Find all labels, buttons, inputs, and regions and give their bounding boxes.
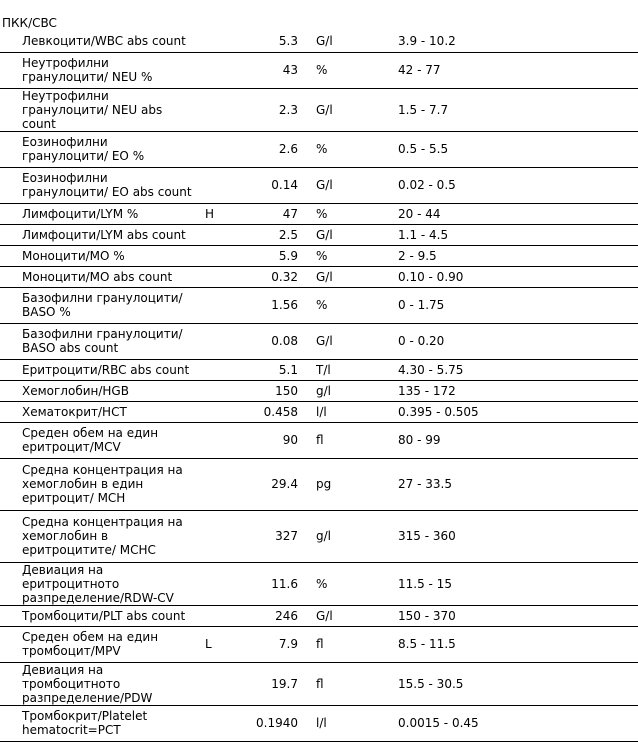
table-row: [0, 662, 638, 705]
test-name: Девиация на тромбоцитното разпределение/PDW: [0, 662, 196, 705]
table-row: [0, 705, 638, 741]
result-value: 0.458: [232, 401, 298, 422]
test-name: Средна концентрация на хемоглобин в един еритроцит/ MCH: [0, 458, 196, 510]
reference-range: 0 - 1.75: [398, 287, 638, 323]
test-name: Девиация на еритроцитното разпределение/RDW-CV: [0, 562, 196, 605]
result-value: 2.3: [232, 88, 298, 131]
result-unit: g/l: [298, 510, 398, 562]
results-table: [0, 31, 638, 742]
test-name: Лимфоцити/LYM %: [0, 203, 196, 224]
test-name: Хемоглобин/HGB: [0, 380, 196, 401]
result-unit: T/l: [298, 359, 398, 380]
abnormal-flag: [196, 510, 232, 562]
abnormal-flag: [196, 605, 232, 626]
table-row: [0, 167, 638, 203]
table-row: [0, 380, 638, 401]
abnormal-flag: [196, 287, 232, 323]
test-name: Еозинофилни гранулоцити/ EO %: [0, 131, 196, 167]
table-row: [0, 203, 638, 224]
reference-range: 42 - 77: [398, 52, 638, 88]
abnormal-flag: [196, 401, 232, 422]
table-row: [0, 510, 638, 562]
abnormal-flag: [196, 562, 232, 605]
test-name: Базофилни гранулоцити/ BASO abs count: [0, 323, 196, 359]
result-value: 5.9: [232, 245, 298, 266]
abnormal-flag: L: [196, 626, 232, 662]
abnormal-flag: [196, 131, 232, 167]
result-unit: fl: [298, 422, 398, 458]
result-value: 2.6: [232, 131, 298, 167]
result-unit: l/l: [298, 705, 398, 741]
test-name: Лимфоцити/LYM abs count: [0, 224, 196, 245]
test-name: Левкоцити/WBC abs count: [0, 31, 196, 52]
result-unit: %: [298, 52, 398, 88]
table-row: [0, 359, 638, 380]
test-name: Тромбокрит/Platelet hematocrit=PCT: [0, 705, 196, 741]
reference-range: 315 - 360: [398, 510, 638, 562]
table-row: [0, 245, 638, 266]
result-value: 150: [232, 380, 298, 401]
abnormal-flag: [196, 458, 232, 510]
reference-range: 2 - 9.5: [398, 245, 638, 266]
result-unit: G/l: [298, 323, 398, 359]
table-row: [0, 224, 638, 245]
result-value: 29.4: [232, 458, 298, 510]
test-name: Среден обем на един тромбоцит/MPV: [0, 626, 196, 662]
table-row: [0, 31, 638, 52]
abnormal-flag: [196, 224, 232, 245]
result-value: 90: [232, 422, 298, 458]
abnormal-flag: [196, 167, 232, 203]
result-value: 0.14: [232, 167, 298, 203]
result-unit: %: [298, 245, 398, 266]
abnormal-flag: [196, 705, 232, 741]
result-value: 246: [232, 605, 298, 626]
table-row: [0, 323, 638, 359]
reference-range: 27 - 33.5: [398, 458, 638, 510]
result-value: 1.56: [232, 287, 298, 323]
abnormal-flag: [196, 31, 232, 52]
abnormal-flag: [196, 88, 232, 131]
abnormal-flag: [196, 380, 232, 401]
test-name: Хематокрит/HCT: [0, 401, 196, 422]
reference-range: 8.5 - 11.5: [398, 626, 638, 662]
table-row: [0, 605, 638, 626]
table-row: [0, 562, 638, 605]
result-value: 0.1940: [232, 705, 298, 741]
table-row: [0, 131, 638, 167]
reference-range: 0.395 - 0.505: [398, 401, 638, 422]
reference-range: 15.5 - 30.5: [398, 662, 638, 705]
abnormal-flag: [196, 245, 232, 266]
reference-range: 1.5 - 7.7: [398, 88, 638, 131]
reference-range: 0.5 - 5.5: [398, 131, 638, 167]
result-unit: fl: [298, 626, 398, 662]
reference-range: 0 - 0.20: [398, 323, 638, 359]
results-body: [0, 31, 638, 741]
reference-range: 1.1 - 4.5: [398, 224, 638, 245]
reference-range: 80 - 99: [398, 422, 638, 458]
result-value: 0.08: [232, 323, 298, 359]
result-value: 5.1: [232, 359, 298, 380]
reference-range: 3.9 - 10.2: [398, 31, 638, 52]
table-row: [0, 458, 638, 510]
result-unit: G/l: [298, 88, 398, 131]
result-unit: G/l: [298, 224, 398, 245]
result-unit: %: [298, 131, 398, 167]
result-unit: pg: [298, 458, 398, 510]
test-name: Еритроцити/RBC abs count: [0, 359, 196, 380]
reference-range: 4.30 - 5.75: [398, 359, 638, 380]
reference-range: 0.0015 - 0.45: [398, 705, 638, 741]
result-unit: %: [298, 287, 398, 323]
reference-range: 150 - 370: [398, 605, 638, 626]
table-row: [0, 88, 638, 131]
table-row: [0, 401, 638, 422]
test-name: Моноцити/MO abs count: [0, 266, 196, 287]
test-name: Базофилни гранулоцити/ BASO %: [0, 287, 196, 323]
section-title: ПКК/CBC: [2, 16, 57, 30]
test-name: Неутрофилни гранулоцити/ NEU %: [0, 52, 196, 88]
result-unit: l/l: [298, 401, 398, 422]
table-row: [0, 287, 638, 323]
result-value: 43: [232, 52, 298, 88]
result-unit: G/l: [298, 167, 398, 203]
result-value: 7.9: [232, 626, 298, 662]
result-unit: G/l: [298, 605, 398, 626]
abnormal-flag: [196, 359, 232, 380]
table-row: [0, 266, 638, 287]
test-name: Неутрофилни гранулоцити/ NEU abs count: [0, 88, 196, 131]
abnormal-flag: [196, 52, 232, 88]
result-unit: fl: [298, 662, 398, 705]
table-row: [0, 422, 638, 458]
result-unit: G/l: [298, 266, 398, 287]
test-name: Среден обем на един еритроцит/MCV: [0, 422, 196, 458]
result-value: 47: [232, 203, 298, 224]
result-value: 11.6: [232, 562, 298, 605]
test-name: Еозинофилни гранулоцити/ EO abs count: [0, 167, 196, 203]
reference-range: 0.10 - 0.90: [398, 266, 638, 287]
result-value: 19.7: [232, 662, 298, 705]
reference-range: 20 - 44: [398, 203, 638, 224]
test-name: Моноцити/MO %: [0, 245, 196, 266]
abnormal-flag: [196, 323, 232, 359]
result-value: 2.5: [232, 224, 298, 245]
table-row: [0, 626, 638, 662]
reference-range: 11.5 - 15: [398, 562, 638, 605]
table-row: [0, 52, 638, 88]
abnormal-flag: [196, 662, 232, 705]
result-unit: G/l: [298, 31, 398, 52]
result-unit: %: [298, 562, 398, 605]
result-value: 5.3: [232, 31, 298, 52]
result-unit: %: [298, 203, 398, 224]
test-name: Средна концентрация на хемоглобин в еритроцитите/ MCHC: [0, 510, 196, 562]
test-name: Тромбоцити/PLT abs count: [0, 605, 196, 626]
abnormal-flag: [196, 422, 232, 458]
abnormal-flag: H: [196, 203, 232, 224]
result-value: 327: [232, 510, 298, 562]
result-unit: g/l: [298, 380, 398, 401]
result-value: 0.32: [232, 266, 298, 287]
reference-range: 135 - 172: [398, 380, 638, 401]
abnormal-flag: [196, 266, 232, 287]
reference-range: 0.02 - 0.5: [398, 167, 638, 203]
